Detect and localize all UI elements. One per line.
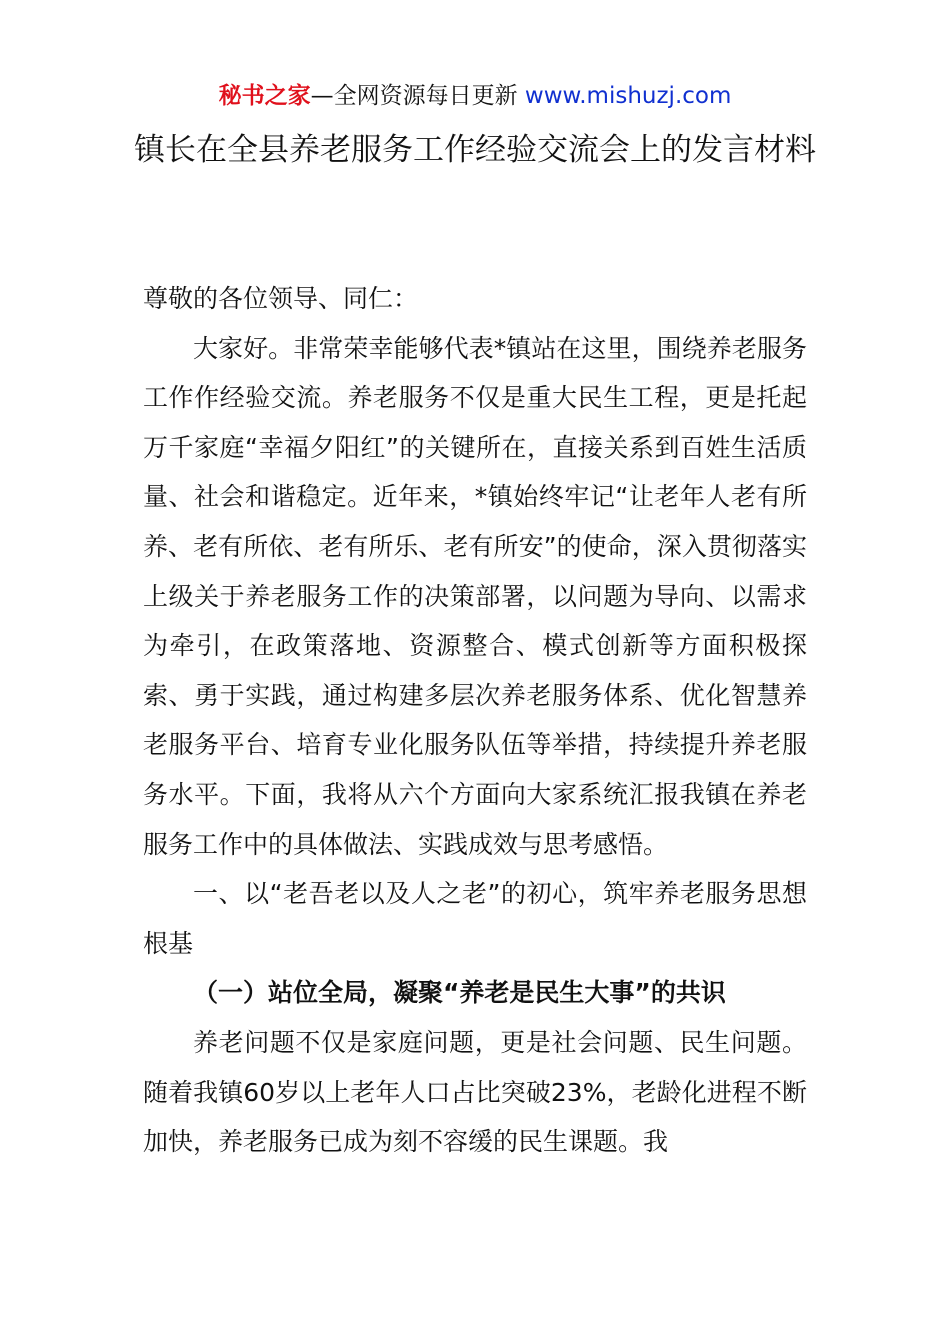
subsection-heading: （一）站位全局，凝聚“养老是民生大事”的共识 bbox=[193, 978, 726, 1008]
site-header bbox=[0, 80, 950, 112]
body-paragraph: 养老问题不仅是家庭问题，更是社会问题、民生问题。随着我镇60岁以上老年人口占比突破23%，老龄化进程不断加快，养老服务已成为刻不容缓的民生课题。我 bbox=[143, 1027, 807, 1157]
site-brand: 秘书之家 bbox=[218, 83, 311, 109]
salutation: 尊敬的各位领导、同仁： bbox=[143, 284, 419, 313]
section-heading: 一、以“老吾老以及人之老”的初心，筑牢养老服务思想根基 bbox=[143, 879, 807, 958]
intro-paragraph: 大家好。非常荣幸能够代表*镇站在这里，围绕养老服务工作作经验交流。养老服务不仅是重大民生工程，更是托起万千家庭“幸福夕阳红”的关键所在，直接关系到百姓生活质量、社会和谐稳定。近年来，*镇始终牢记“让老年人老有所养、老有所依、老有所乐、老有所安”的使命，深入贯彻落实上级关于养老服务工作的决策部署，以问题为导向、以需求为牵引，在政策落地、资源整合、模式创新等方面积极探索、勇于实践，通过构建多层次养老服务体系、优化智慧养老服务平台、培育专业化服务队伍等举措，持续提升养老服务水平。下面，我将从六个方面向大家系统汇报我镇在养老服务工作中的具体做法、实践成效与思考感悟。 bbox=[143, 333, 807, 859]
document-title: 镇长在全县养老服务工作经验交流会上的发言材料 bbox=[134, 132, 816, 168]
document-body bbox=[143, 274, 807, 1167]
site-url-link[interactable]: www.mishuzj.com bbox=[524, 83, 732, 109]
site-tagline: —全网资源每日更新 bbox=[310, 83, 525, 109]
